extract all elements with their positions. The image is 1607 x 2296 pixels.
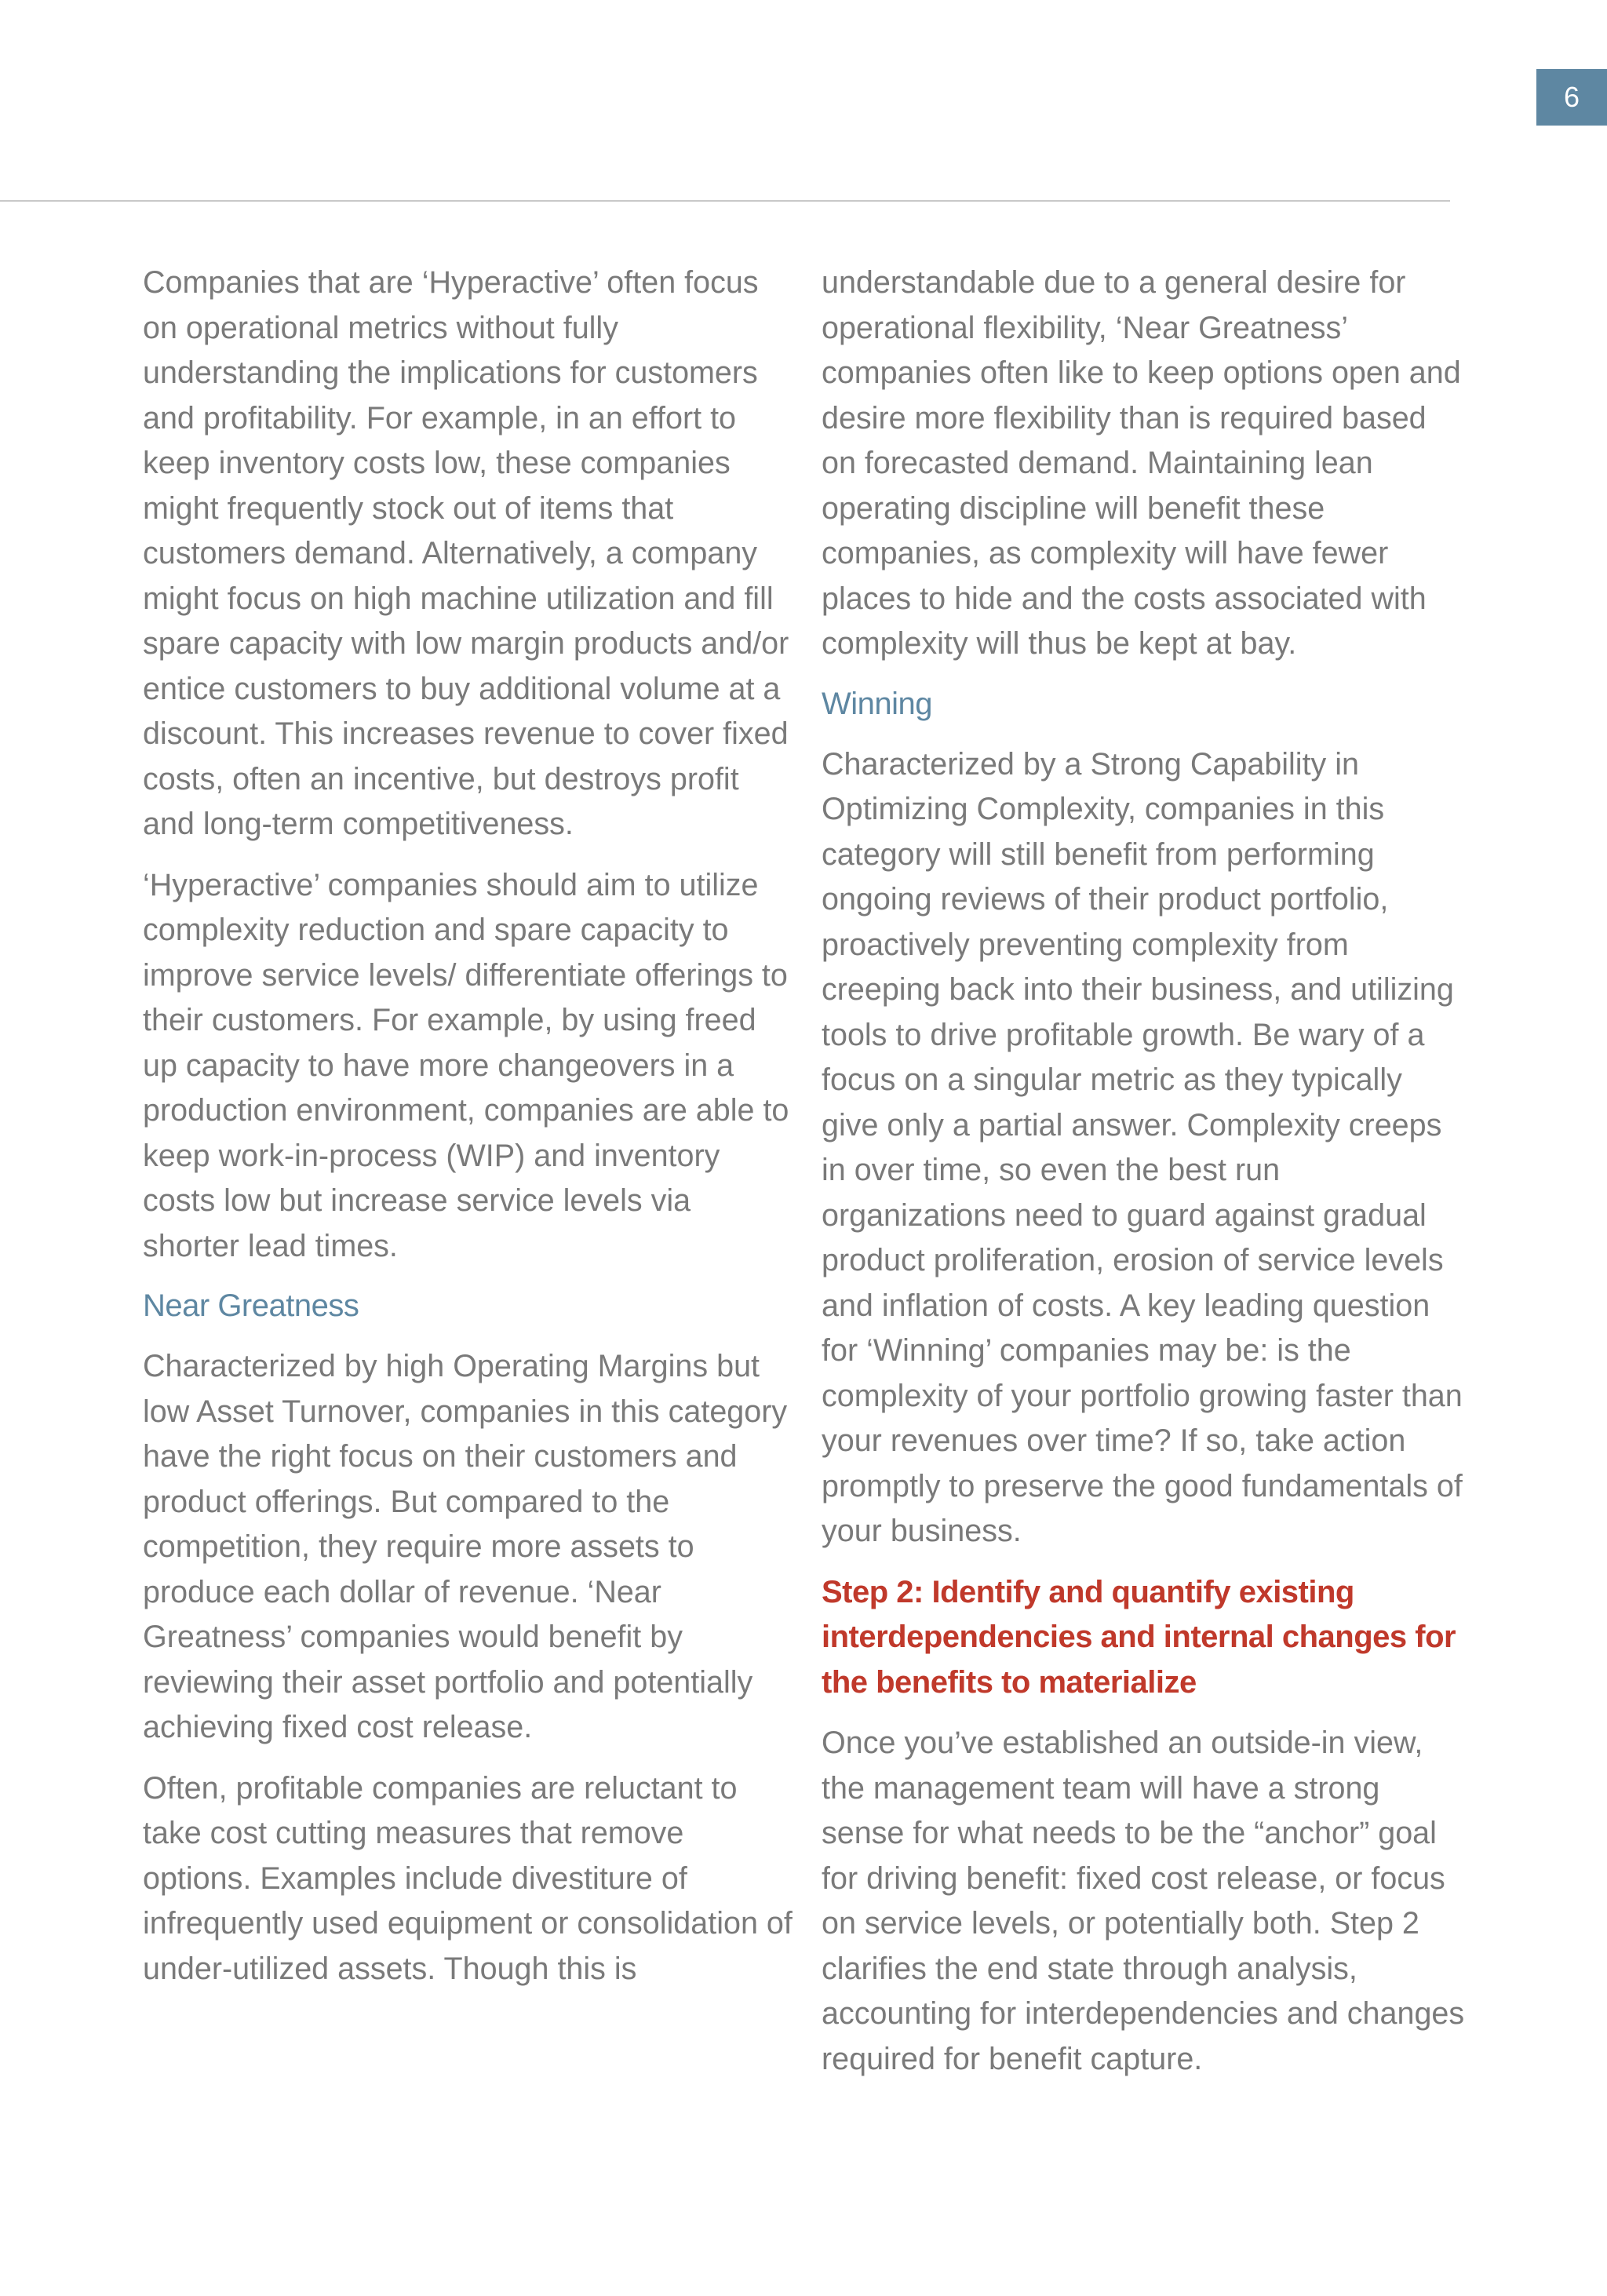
body-paragraph: Once you’ve established an outside-in view, the management team will have a strong sense for what needs to be the “anchor” goal for driving benefit: fixed cost release, or focus on service levels, or potentially both. Step 2 clarifies the end state through analysis, accounting for interdependencies and changes required for benefit capture.: [822, 1726, 1465, 2076]
section-heading-near-greatness: Near Greatness: [143, 1288, 359, 1323]
body-paragraph: understandable due to a general desire for operational flexibility, ‘Near Greatness’ companies often like to keep options open and desire more flexibility than is required based on forecasted demand. Maintaining lean operating discipline will benefit these companies, as complexity will have fewer places to hide and the costs associated with complexity will thus be kept at bay.: [822, 265, 1461, 661]
body-paragraph: ‘Hyperactive’ companies should aim to utilize complexity reduction and spare capacity to improve service levels/ differentiate offerings to their customers. For example, by using freed up capacity to have more changeovers in a production environment, companies are able to keep work-in-process (WIP) and inventory costs low but increase service levels via shorter lead times.: [143, 867, 789, 1263]
right-column: [822, 261, 1465, 2097]
left-column: [143, 261, 794, 2007]
body-paragraph: Characterized by a Strong Capability in Optimizing Complexity, companies in this category will still benefit from performing ongoing reviews of their product portfolio, proactively preventing complexity from creeping back into their business, and utilizing tools to drive profitable growth. Be wary of a focus on a singular metric as they typically give only a partial answer. Complexity creeps in over time, so even the best run organizations need to guard against gradual product proliferation, erosion of service levels and inflation of costs. A key leading question for ‘Winning’ companies may be: is the complexity of your portfolio growing faster than your revenues over time? If so, take action promptly to preserve the good fundamentals of your business.: [822, 746, 1463, 1548]
step-2-heading: Step 2: Identify and quantify existing interdependencies and internal changes for the benefits to materialize: [822, 1574, 1456, 1700]
section-heading-winning: Winning: [822, 686, 933, 721]
page-number: 6: [1536, 69, 1607, 126]
header-divider: [0, 200, 1450, 202]
body-paragraph: Characterized by high Operating Margins but low Asset Turnover, companies in this category have the right focus on their customers and product offerings. But compared to the competition, they require more assets to produce each dollar of revenue. ‘Near Greatness’ companies would benefit by reviewing their asset portfolio and potentially achieving fixed cost release.: [143, 1349, 788, 1744]
body-paragraph: Companies that are ‘Hyperactive’ often focus on operational metrics without fully understanding the implications for customers and profitability. For example, in an effort to keep inventory costs low, these companies might frequently stock out of items that customers demand. Alternatively, a company might focus on high machine utilization and fill spare capacity with low margin products and/or entice customers to buy additional volume at a discount. This increases revenue to cover fixed costs, often an incentive, but destroys profit and long-term competitiveness.: [143, 265, 789, 841]
body-paragraph: Often, profitable companies are reluctant to take cost cutting measures that remove options. Examples include divestiture of infrequently used equipment or consolidation of under-utilized assets. Though this is: [143, 1770, 793, 1986]
